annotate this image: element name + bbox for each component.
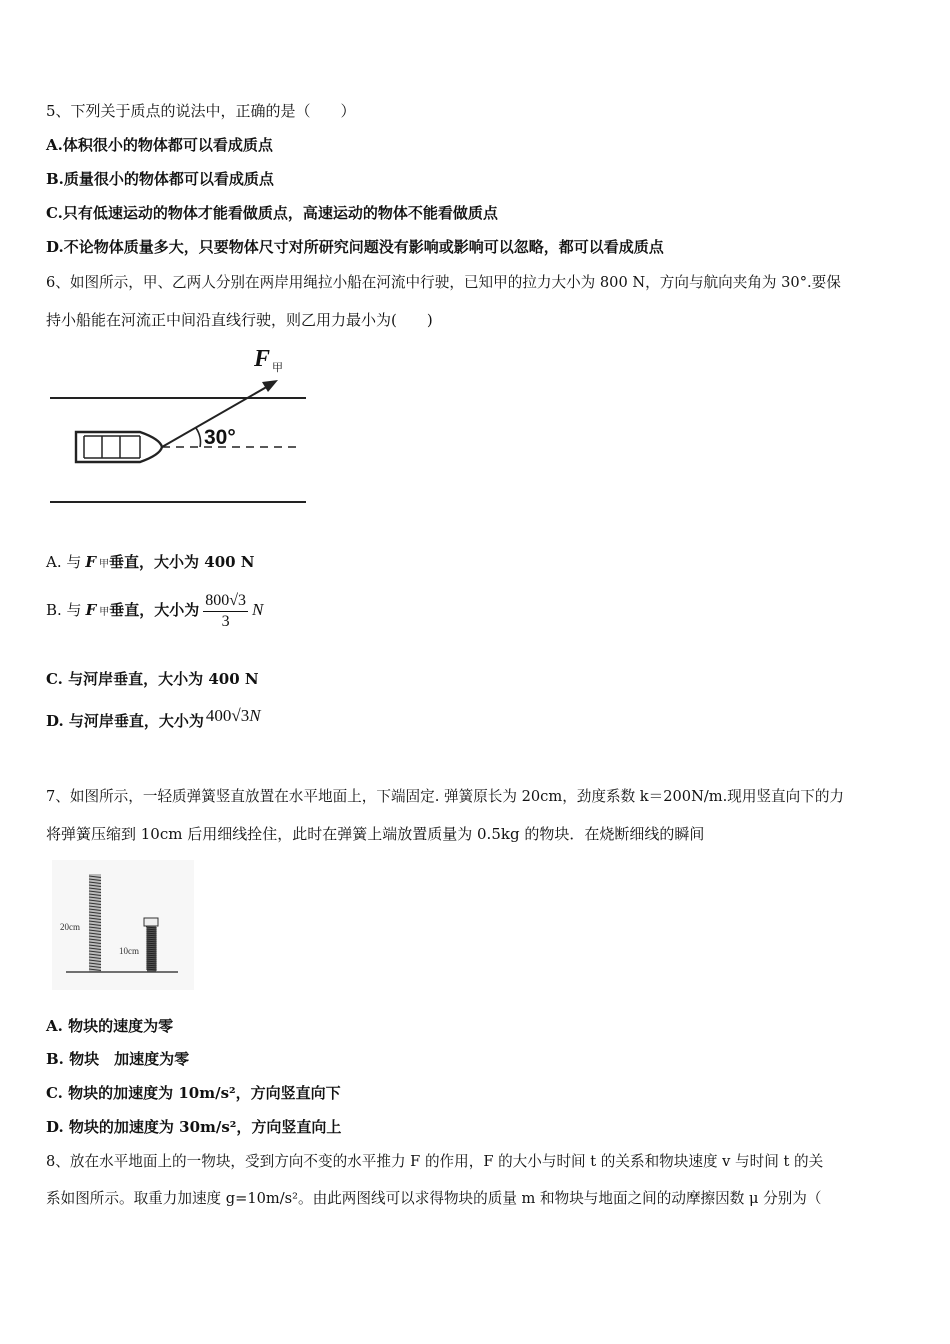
q7-option-d: D. 物块的加速度为 30m/s²，方向竖直向上 — [46, 1118, 342, 1136]
q5-option-c: C.只有低速运动的物体才能看做质点，高速运动的物体不能看做质点 — [46, 204, 498, 222]
angle-arc — [196, 428, 201, 447]
force-label: F — [254, 346, 271, 372]
q6-option-a: A. 与 F 甲垂直，大小为 400 N — [46, 553, 255, 571]
q8-stem-line1: 8、放在水平地面上的一物块，受到方向不变的水平推力 F 的作用，F 的大小与时间 t 的关系和物块速度 v 与时间 t 的关 — [46, 1153, 824, 1170]
force-arrowhead — [262, 380, 278, 392]
long-spring-20cm — [89, 874, 101, 972]
q7-stem-line1: 7、如图所示，一轻质弹簧竖直放置在水平地面上，下端固定. 弹簧原长为 20cm，劲度系数 k＝200N/m.现用竖直向下的力 — [46, 788, 845, 805]
q7-option-a: A. 物块的速度为零 — [46, 1017, 174, 1035]
q6-option-d: D. 与河岸垂直，大小为 400√3N — [46, 706, 261, 730]
q6-stem-line2: 持小船能在河流正中间沿直线行驶，则乙用力最小为( ) — [46, 311, 433, 329]
q7-stem-line2: 将弹簧压缩到 10cm 后用细线拴住，此时在弹簧上端放置质量为 0.5kg 的物块．在烧断细线的瞬间 — [46, 825, 705, 843]
q6-stem-line1: 6、如图所示，甲、乙两人分别在两岸用绳拉小船在河流中行驶，已知甲的拉力大小为 800 N，方向与航向夹角为 30°.要保 — [46, 274, 841, 291]
fraction-800sqrt3-over-3: $\frac{800√3}{3}$ — [205, 591, 247, 630]
q6-boat-river-figure — [44, 340, 314, 510]
q7-option-c: C. 物块的加速度为 10m/s²，方向竖直向下 — [46, 1084, 341, 1102]
q7-option-b: B. 物块 加速度为零 — [46, 1050, 190, 1068]
label-20cm: 20cm — [60, 922, 80, 932]
q5-stem: 5、下列关于质点的说法中，正确的是（ ） — [46, 102, 356, 120]
angle-label: 30° — [204, 426, 236, 449]
q5-option-d: D.不论物体质量多大，只要物体尺寸对所研究问题没有影响或影响可以忽略，都可以看成质点 — [46, 238, 664, 256]
boat-icon — [76, 432, 162, 462]
q6-option-b: B. 与 F 甲垂直，大小为 $\frac{800√3}{3}$ N — [46, 591, 264, 630]
label-10cm: 10cm — [119, 946, 139, 956]
q8-stem-line2: 系如图所示。取重力加速度 g=10m/s²。由此两图线可以求得物块的质量 m 和物块与地面之间的动摩擦因数 μ 分别为（ — [46, 1190, 822, 1207]
q5-option-b: B.质量很小的物体都可以看成质点 — [46, 170, 274, 188]
q5-option-a: A.体积很小的物体都可以看成质点 — [46, 136, 273, 154]
q6-option-c: C. 与河岸垂直，大小为 400 N — [46, 670, 259, 688]
force-subscript: 甲 — [272, 361, 283, 374]
q7-spring-figure — [52, 860, 194, 990]
